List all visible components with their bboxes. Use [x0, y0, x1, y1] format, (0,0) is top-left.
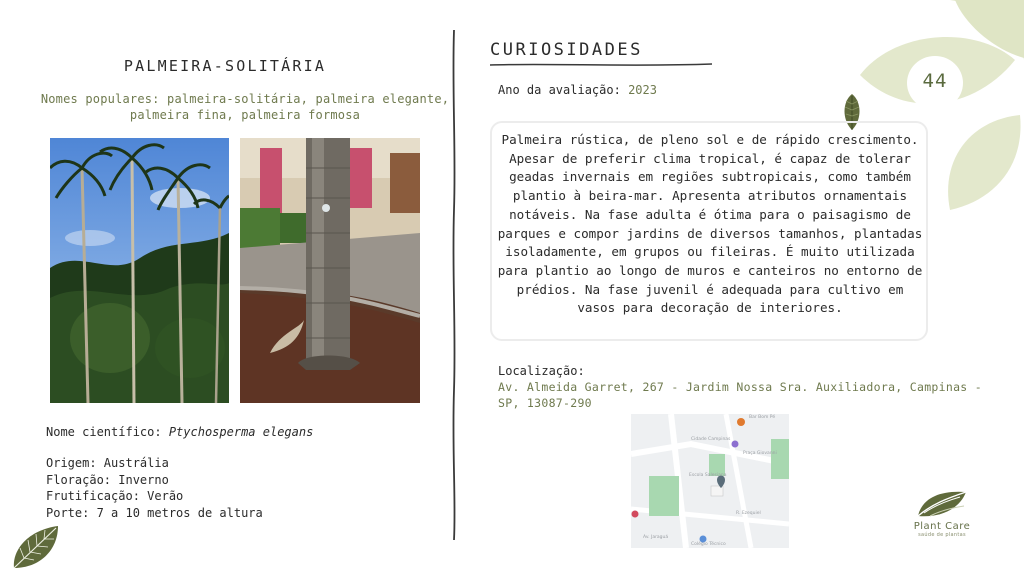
column-divider	[448, 30, 460, 540]
svg-text:R. Ezequiel: R. Ezequiel	[736, 511, 761, 516]
fruiting: Frutificação: Verão	[46, 489, 184, 503]
location-label: Localização:	[498, 364, 585, 378]
evaluation-year-value: 2023	[628, 83, 657, 97]
brand-name: Plant Care	[913, 521, 971, 532]
evaluation-year-row	[498, 83, 657, 97]
brand-tagline: saúde de plantas	[918, 532, 966, 538]
scientific-name-row	[46, 425, 313, 439]
plant-care-logo-icon	[912, 486, 972, 522]
curiosities-title: CURIOSIDADES	[490, 40, 643, 60]
location-address: Av. Almeida Garret, 267 - Jardim Nossa Sra. Auxiliadora, Campinas - SP, 13087-290	[498, 380, 982, 410]
evaluation-year-label: Ano da avaliação:	[498, 83, 621, 97]
page-title: PALMEIRA-SOLITÁRIA	[123, 57, 327, 75]
palm-trees-photo	[50, 138, 229, 403]
origin: Origem: Austrália	[46, 456, 169, 470]
svg-text:Escola Salesiana: Escola Salesiana	[689, 473, 727, 478]
scientific-name-label: Nome científico:	[46, 425, 162, 439]
palm-trunk-photo	[240, 138, 420, 403]
title-underline	[490, 62, 712, 68]
svg-text:Cidade Campinas: Cidade Campinas	[691, 437, 731, 442]
svg-text:Bar Bom Pé: Bar Bom Pé	[749, 415, 776, 420]
flowering: Floração: Inverno	[46, 472, 169, 487]
svg-text:Praça Giovanni: Praça Giovanni	[743, 451, 777, 456]
scientific-name: Ptychosperma elegans	[168, 425, 314, 439]
size: Porte: 7 a 10 metros de altura	[46, 505, 263, 520]
location-map	[631, 414, 789, 548]
description-text: Palmeira rústica, de pleno sol e de rápido crescimento. Apesar de preferir clima tropical, é capaz de tolerar geadas invernais em regiões subtropicais, como também plantio à beira-mar. Apresenta atributos ornamentais notáveis. Na fase adulta é ótima para o paisagismo de parques e compor jardins de diversos tamanhos, plantadas isoladamente, em grupos ou fileiras. É muito utilizada para plantio ao longo de muros e canteiros no entorno de prédios. Na fase juvenil é adequada para cultivo em vasos para decoração de interiores.	[497, 132, 923, 316]
leaf-icon	[10, 522, 62, 572]
popular-names: Nomes populares: palmeira-solitária, palmeira elegante, palmeira fina, palmeira formosa	[40, 92, 450, 122]
svg-text:Av. Jaraguá: Av. Jaraguá	[643, 535, 669, 540]
page-number: 44	[922, 70, 948, 92]
plant-facts	[46, 455, 263, 521]
svg-text:Colégio Técnico: Colégio Técnico	[691, 542, 726, 547]
